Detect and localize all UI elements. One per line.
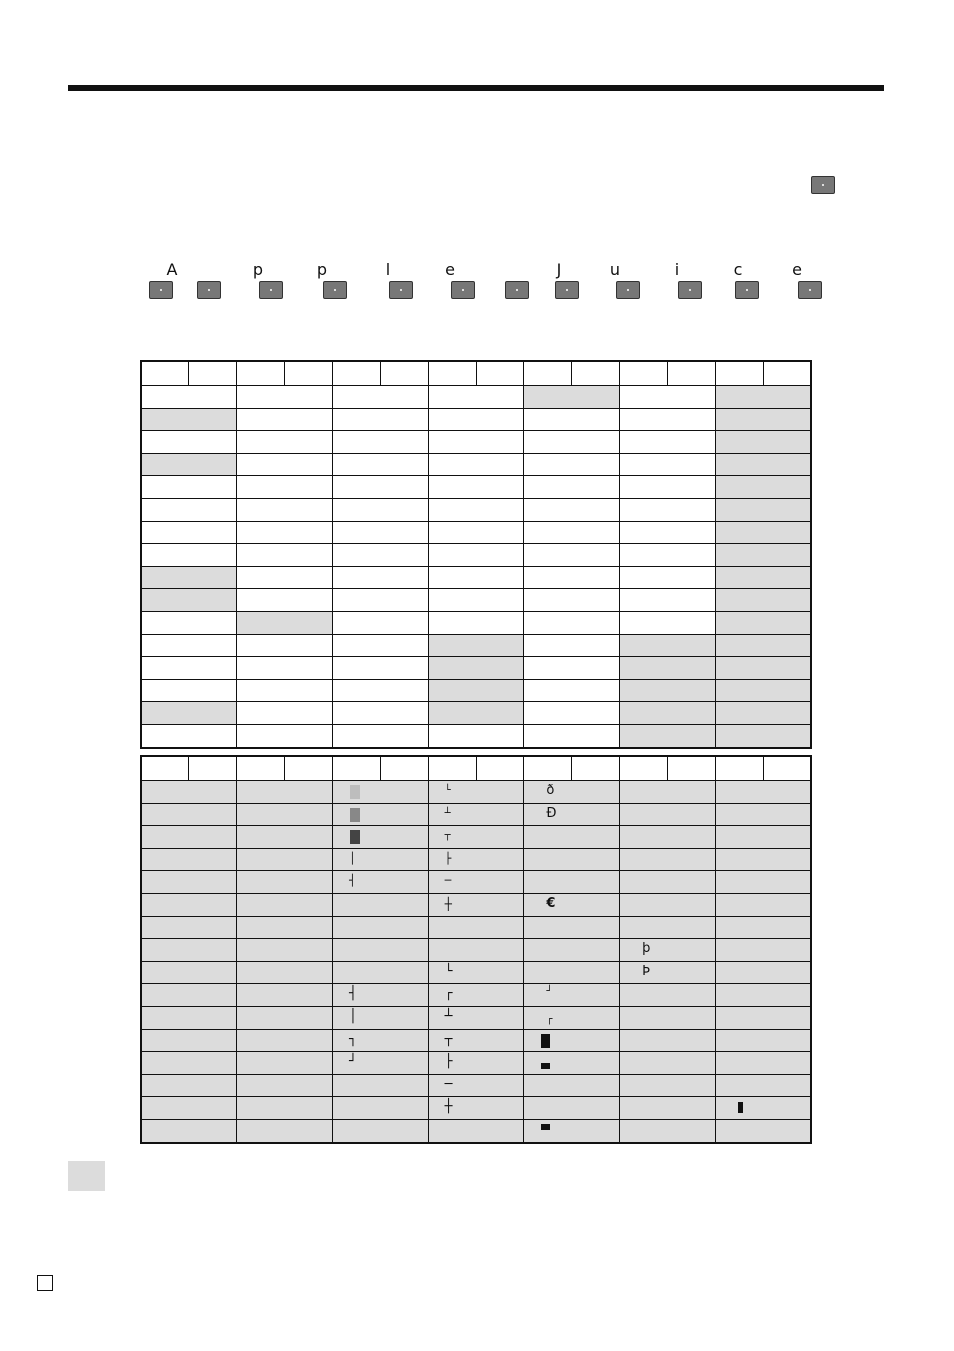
table-row (141, 826, 811, 849)
glyph-c4-r10: ┌ (444, 986, 453, 1002)
seq-char-c: c (733, 260, 743, 279)
table-row (141, 848, 811, 871)
table-row (141, 893, 811, 916)
key-button[interactable] (555, 281, 579, 299)
upper-block (541, 1124, 550, 1130)
glyph-c4-r2: ┴ (444, 807, 451, 819)
page-number-box (37, 1275, 53, 1291)
full-block (541, 1034, 550, 1048)
header-cell (667, 361, 715, 386)
glyph-c4-r13: ├ (444, 1054, 453, 1070)
glyph-c3-r13: ┘ (348, 1054, 357, 1070)
header-cell (380, 756, 428, 781)
header-cell (763, 361, 811, 386)
header-cell (715, 361, 763, 386)
glyph-c3-r10: ┤ (348, 986, 357, 1002)
seq-char-e2: e (792, 260, 802, 279)
header-cell (285, 361, 333, 386)
key-button[interactable] (811, 176, 835, 194)
header-cell (476, 361, 524, 386)
top-rule (68, 85, 884, 91)
glyph-c4-r3: ┬ (444, 830, 451, 842)
key-button[interactable] (259, 281, 283, 299)
table-row (141, 916, 811, 939)
glyph-c5-r1: ð (546, 783, 555, 798)
key-button[interactable] (389, 281, 413, 299)
header-cell (476, 756, 524, 781)
seq-char-l: l (385, 260, 391, 279)
seq-char-p1: p (252, 260, 264, 279)
glyph-c6-r8: þ (642, 941, 651, 957)
header-cell (763, 756, 811, 781)
note-marker (68, 1161, 105, 1191)
table-row (141, 453, 811, 476)
key-button[interactable] (735, 281, 759, 299)
glyph-c5-r6: € (546, 895, 556, 911)
header-cell (141, 361, 189, 386)
table-row (141, 386, 811, 409)
header-cell (332, 361, 380, 386)
glyph-c4-r15: ┼ (444, 1099, 453, 1115)
glyph-c3-r5: ┤ (348, 874, 356, 888)
table-row (141, 431, 811, 454)
key-button[interactable] (149, 281, 173, 299)
table-row (141, 1029, 811, 1052)
key-button[interactable] (616, 281, 640, 299)
table-row (141, 498, 811, 521)
key-button[interactable] (197, 281, 221, 299)
glyph-c5-r11: ┌ (546, 1013, 553, 1025)
header-cell (667, 756, 715, 781)
header-cell (285, 756, 333, 781)
header-cell (141, 756, 189, 781)
key-button[interactable] (505, 281, 529, 299)
header-cell (715, 756, 763, 781)
header-cell (332, 756, 380, 781)
glyph-c5-r2: Ð (546, 805, 557, 821)
header-cell (428, 756, 476, 781)
character-table-top (140, 360, 812, 749)
glyph-c4-r5: ─ (444, 874, 452, 888)
glyph-c3-r12: ┐ (348, 1031, 357, 1047)
glyph-c5-r10: ┘ (546, 986, 553, 998)
table-row (141, 657, 811, 680)
header-cell (524, 361, 572, 386)
glyph-c3-r4: │ (348, 851, 356, 865)
table-row (141, 724, 811, 747)
seq-char-a: A (166, 260, 178, 279)
header-cell (189, 756, 237, 781)
character-table-bottom (140, 755, 812, 1144)
table-row (141, 408, 811, 431)
seq-char-p2: p (316, 260, 328, 279)
table-row (141, 871, 811, 894)
table-row (141, 634, 811, 657)
header-cell (572, 756, 620, 781)
glyph-c4-r1: └ (444, 785, 451, 796)
table-header-row (141, 361, 811, 386)
table-row (141, 476, 811, 499)
seq-char-e1: e (445, 260, 455, 279)
table-row (141, 984, 811, 1007)
header-cell (237, 756, 285, 781)
header-cell (380, 361, 428, 386)
table-row (141, 679, 811, 702)
glyph-c4-r12: ┬ (444, 1031, 453, 1047)
light-shade-block (350, 785, 360, 799)
key-button[interactable] (323, 281, 347, 299)
table-row (141, 1006, 811, 1029)
table-row (141, 521, 811, 544)
glyph-c4-r9: └ (444, 963, 453, 979)
table-row (141, 781, 811, 804)
glyph-c4-r4: ├ (444, 851, 452, 865)
lower-block (541, 1063, 550, 1069)
glyph-c4-r14: ─ (444, 1076, 453, 1092)
header-cell (189, 361, 237, 386)
key-button[interactable] (678, 281, 702, 299)
table-row (141, 961, 811, 984)
header-cell (237, 361, 285, 386)
table-row (141, 544, 811, 567)
header-cell (620, 756, 668, 781)
seq-char-i: i (674, 260, 680, 279)
header-cell (572, 361, 620, 386)
vertical-bar-block (738, 1102, 743, 1113)
header-cell (524, 756, 572, 781)
seq-char-u: u (609, 260, 621, 279)
table-row (141, 1074, 811, 1097)
glyph-c4-r6: ┼ (444, 896, 452, 911)
header-cell (620, 361, 668, 386)
header-cell (428, 361, 476, 386)
table-row (141, 566, 811, 589)
medium-shade-block (350, 808, 360, 822)
glyph-c6-r9: Þ (642, 963, 650, 979)
table-row (141, 939, 811, 962)
glyph-c3-r11: │ (348, 1008, 357, 1024)
table-row (141, 803, 811, 826)
table-row (141, 1052, 811, 1075)
seq-char-j: J (556, 260, 562, 279)
glyph-c4-r11: ┴ (444, 1008, 453, 1024)
key-button[interactable] (451, 281, 475, 299)
table-row (141, 1097, 811, 1120)
table-row (141, 589, 811, 612)
table-row (141, 611, 811, 634)
dark-shade-block (350, 830, 360, 844)
table-row (141, 702, 811, 725)
key-button[interactable] (798, 281, 822, 299)
table-row (141, 1119, 811, 1142)
table-header-row (141, 756, 811, 781)
